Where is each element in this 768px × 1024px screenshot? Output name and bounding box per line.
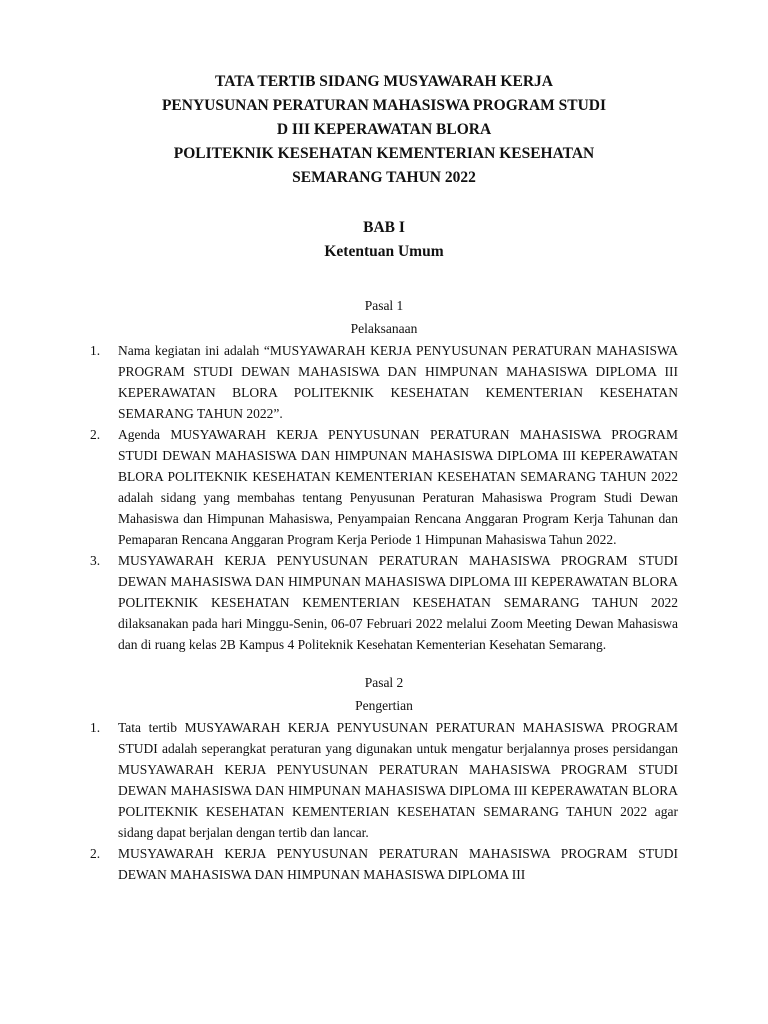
chapter-heading [90, 216, 678, 264]
chapter-name: Ketentuan Umum [324, 243, 444, 260]
item-text: Agenda MUSYAWARAH KERJA PENYUSUNAN PERATURAN MAHASISWA PROGRAM STUDI DEWAN MAHASISWA DAN HIMPUNAN MAHASISWA DIPLOMA III KEPERAWATAN BLORA POLITEKNIK KESEHATAN KEMENTERIAN KESEHATAN SEMARANG TAHUN 2022 adalah sidang yang membahas tentang Penyusunan Peraturan Mahasiswa Program Studi Dewan Mahasiswa dan Himpunan Mahasiswa, Penyampaian Rencana Anggaran Program Kerja Tahunan dan Pemaparan Rencana Anggaran Program Kerja Periode 1 Himpunan Mahasiswa Tahun 2022. [118, 427, 678, 547]
list-item [90, 717, 678, 843]
chapter-number: BAB I [363, 219, 405, 236]
article-1-list [90, 340, 678, 655]
list-item [90, 340, 678, 424]
item-text: Nama kegiatan ini adalah “MUSYAWARAH KERJA PENYUSUNAN PERATURAN MAHASISWA PROGRAM STUDI DEWAN MAHASISWA DAN HIMPUNAN MAHASISWA DIPLOMA III KEPERAWATAN BLORA POLITEKNIK KESEHATAN KEMENTERIAN KESEHATAN SEMARANG TAHUN 2022”. [118, 343, 678, 421]
title-line: D III KEPERAWATAN BLORA [276, 121, 492, 138]
item-text: Tata tertib MUSYAWARAH KERJA PENYUSUNAN PERATURAN MAHASISWA PROGRAM STUDI adalah seperangkat peraturan yang digunakan untuk mengatur berjalannya proses persidangan MUSYAWARAH KERJA PENYUSUNAN PERATURAN MAHASISWA PROGRAM STUDI DEWAN MAHASISWA DAN HIMPUNAN MAHASISWA DIPLOMA III KEPERAWATAN BLORA POLITEKNIK KESEHATAN KEMENTERIAN KESEHATAN SEMARANG TAHUN 2022 agar sidang dapat berjalan dengan tertib dan lancar. [118, 720, 678, 840]
item-number: 2. [90, 427, 101, 442]
title-line: POLITEKNIK KESEHATAN KEMENTERIAN KESEHATAN [173, 145, 595, 162]
list-item [90, 550, 678, 655]
title-line: TATA TERTIB SIDANG MUSYAWARAH KERJA [215, 73, 553, 90]
list-item [90, 843, 678, 885]
item-text: MUSYAWARAH KERJA PENYUSUNAN PERATURAN MAHASISWA PROGRAM STUDI DEWAN MAHASISWA DAN HIMPUNAN MAHASISWA DIPLOMA III KEPERAWATAN BLORA POLITEKNIK KESEHATAN KEMENTERIAN KESEHATAN SEMARANG TAHUN 2022 dilaksanakan pada hari Minggu-Senin, 06-07 Februari 2022 melalui Zoom Meeting Dewan Mahasiswa dan di ruang kelas 2B Kampus 4 Politeknik Kesehatan Kementerian Kesehatan Semarang. [118, 553, 678, 652]
document-title [90, 70, 678, 190]
article-name: Pelaksanaan [350, 321, 418, 336]
title-line: SEMARANG TAHUN 2022 [292, 169, 476, 186]
article-name: Pengertian [355, 698, 413, 713]
article-number: Pasal 1 [364, 298, 404, 313]
title-line: PENYUSUNAN PERATURAN MAHASISWA PROGRAM STUDI [161, 97, 607, 114]
item-number: 3. [90, 553, 101, 568]
list-item [90, 424, 678, 550]
item-number: 1. [90, 343, 101, 358]
item-number: 1. [90, 720, 101, 735]
article-number: Pasal 2 [364, 675, 404, 690]
article-2-list [90, 717, 678, 885]
article-2-heading [90, 671, 678, 717]
item-text: MUSYAWARAH KERJA PENYUSUNAN PERATURAN MAHASISWA PROGRAM STUDI DEWAN MAHASISWA DAN HIMPUNAN MAHASISWA DIPLOMA III [118, 846, 678, 882]
article-1-heading [90, 294, 678, 340]
item-number: 2. [90, 846, 101, 861]
